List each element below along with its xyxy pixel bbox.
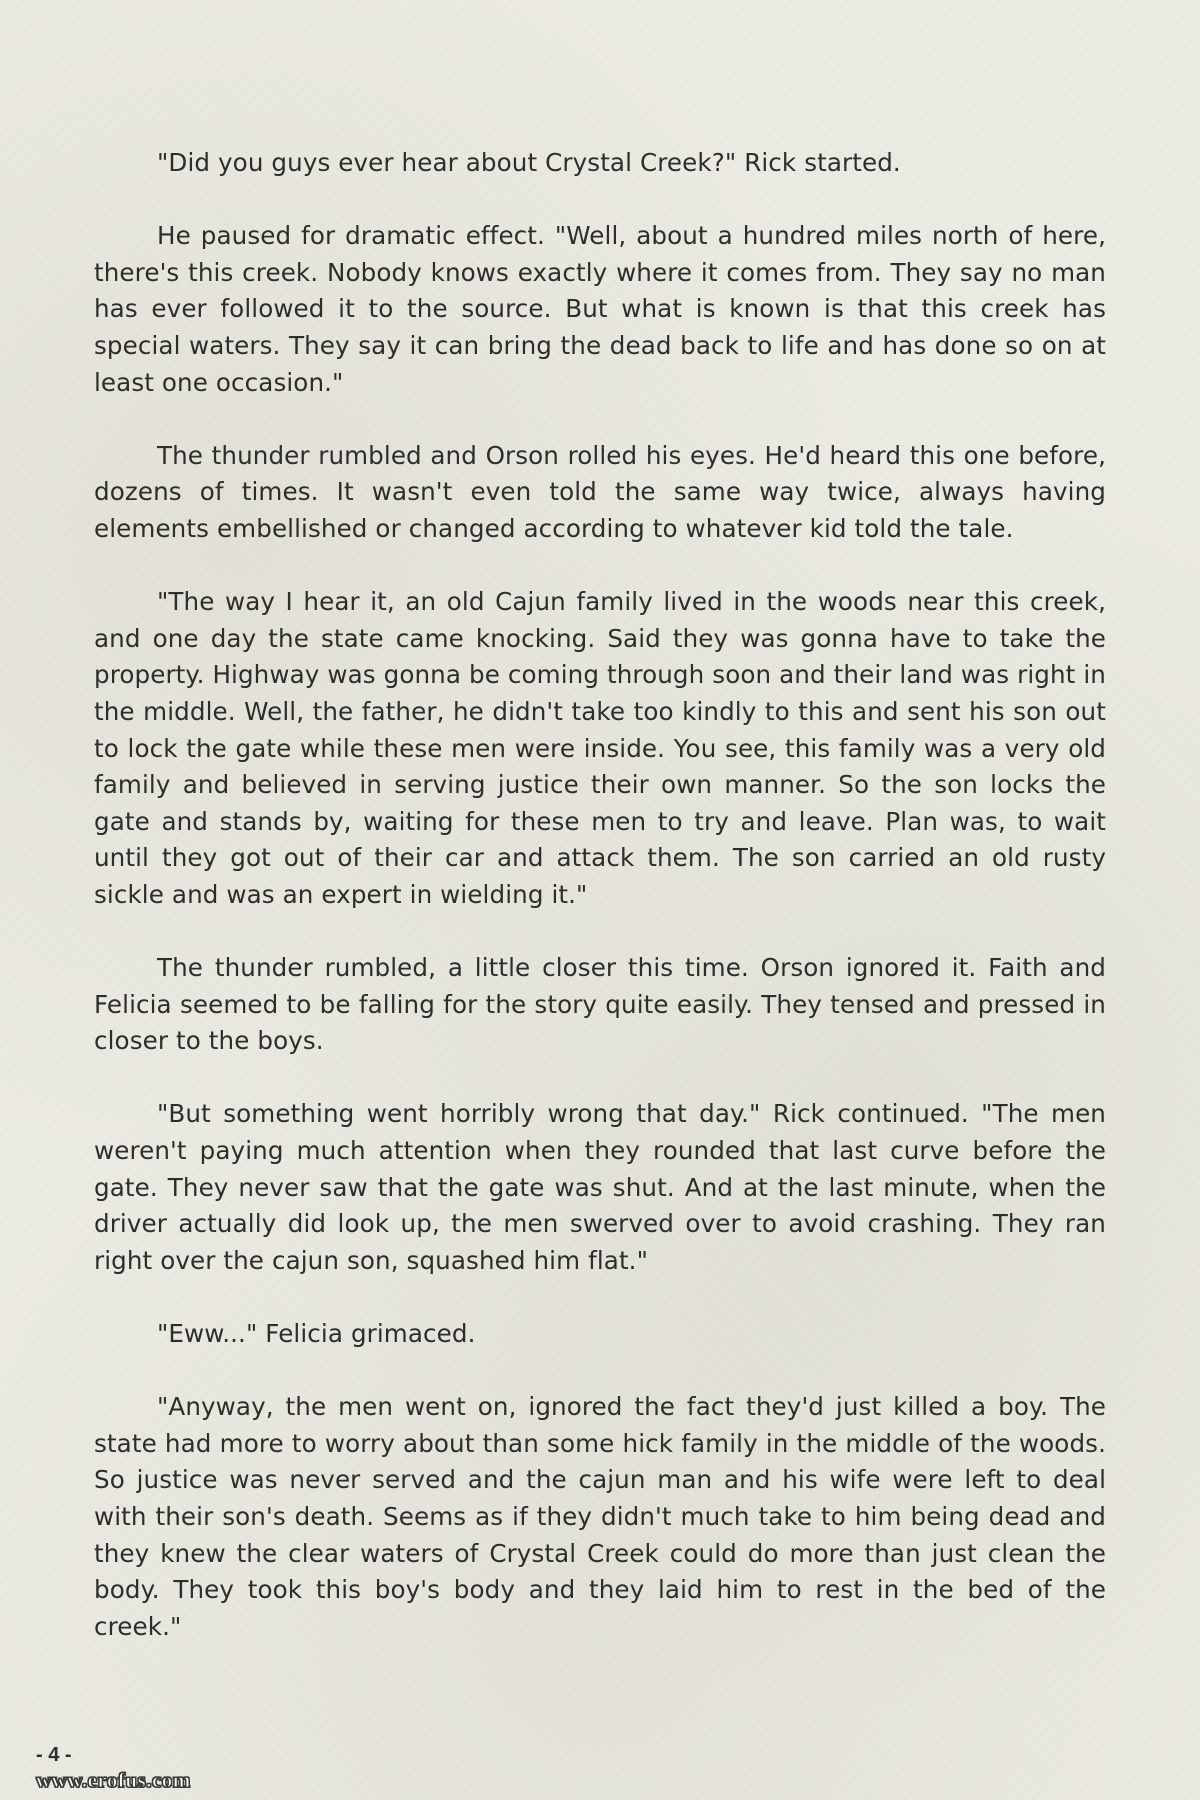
paragraph-3: The thunder rumbled and Orson rolled his eyes. He'd heard this one before, dozens of times. It wasn't even told the same way twice, always having elements embellished or changed according to whatever kid told the tale. — [94, 440, 1106, 543]
paragraph-8: "Anyway, the men went on, ignored the fact they'd just killed a boy. The state had more to worry about than some hick family in the middle of the woods. So justice was never served and the cajun man and his wife were left to deal with their son's death. Seems as if they didn't much take to him being dead and they knew the clear waters of Crystal Creek could do more than just clean the body. They took this boy's body and they laid him to rest in the bed of the creek." — [94, 1392, 1106, 1641]
page-number: - 4 - — [36, 1744, 72, 1766]
paragraph-4: "The way I hear it, an old Cajun family lived in the woods near this creek, and one day the state came knocking. Said they was gonna have to take the property. Highway was gonna be coming through soon and their land was right in the middle. Well, the father, he didn't take too kindly to this and sent his son out to lock the gate while these men were inside. You see, this family was a very old family and believed in serving justice their own manner. So the son locks the gate and stands by, waiting for these men to try and leave. Plan was, to wait until they got out of their car and attack them. The son carried an old rusty sickle and was an expert in wielding it." — [94, 587, 1106, 909]
paragraph-7: "Eww..." Felicia grimaced. — [157, 1319, 476, 1348]
paragraph-5: The thunder rumbled, a little closer this time. Orson ignored it. Faith and Felicia seemed to be falling for the story quite easily. They tensed and pressed in closer to the boys. — [94, 953, 1106, 1056]
story-text — [94, 145, 1106, 1682]
paragraph-2: He paused for dramatic effect. "Well, about a hundred miles north of here, there's this creek. Nobody knows exactly where it comes from. They say no man has ever followed it to the source. But what is known is that this creek has special waters. They say it can bring the dead back to life and has done so on at least one occasion." — [94, 221, 1106, 397]
paragraph-1: "Did you guys ever hear about Crystal Creek?" Rick started. — [157, 148, 901, 177]
paragraph-6: "But something went horribly wrong that day." Rick continued. "The men weren't paying much attention when they rounded that last curve before the gate. They never saw that the gate was shut. And at the last minute, when the driver actually did look up, the men swerved over to avoid crashing. They ran right over the cajun son, squashed him flat." — [94, 1099, 1106, 1275]
watermark: www.erofus.com — [36, 1768, 191, 1792]
